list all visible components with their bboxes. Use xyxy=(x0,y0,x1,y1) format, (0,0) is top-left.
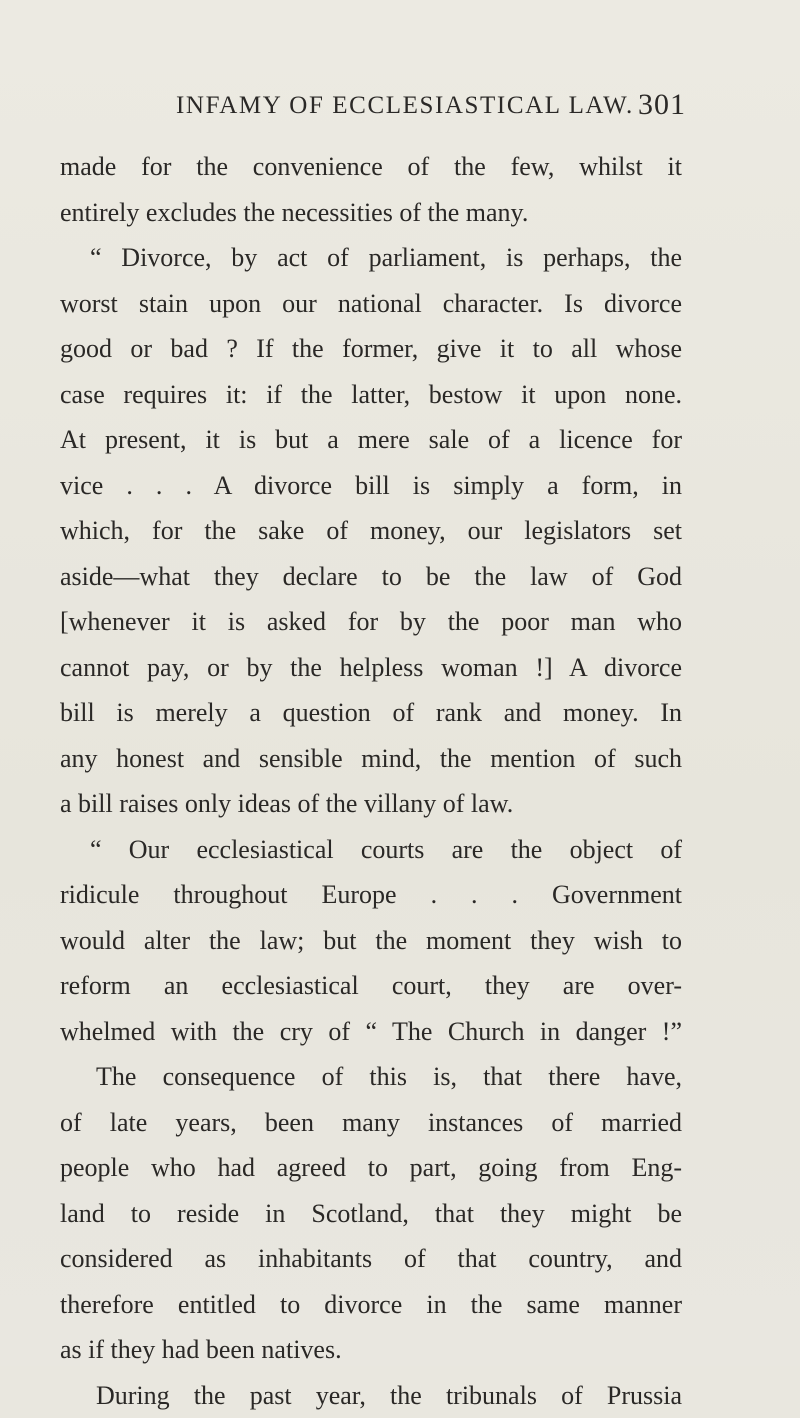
text-line: made for the convenience of the few, whilst it xyxy=(60,144,682,190)
text-line: aside—what they declare to be the law of God xyxy=(60,554,682,600)
text-line: therefore entitled to divorce in the same manner xyxy=(60,1282,682,1328)
text-line: which, for the sake of money, our legislators set xyxy=(60,508,682,554)
text-line: worst stain upon our national character. Is divorce xyxy=(60,281,682,327)
text-line: case requires it: if the latter, bestow it upon none. xyxy=(60,372,682,418)
text-line: a bill raises only ideas of the villany of law. xyxy=(60,781,682,827)
text-line: of late years, been many instances of married xyxy=(60,1100,682,1146)
text-line: “ Divorce, by act of parliament, is perhaps, the xyxy=(60,235,682,281)
text-line: At present, it is but a mere sale of a licence for xyxy=(60,417,682,463)
running-title: INFAMY OF ECCLESIASTICAL LAW. xyxy=(176,92,634,120)
running-header xyxy=(176,92,686,132)
text-line: would alter the law; but the moment they wish to xyxy=(60,918,682,964)
text-line: considered as inhabitants of that country, and xyxy=(60,1236,682,1282)
text-line: land to reside in Scotland, that they might be xyxy=(60,1191,682,1237)
text-line: vice . . . A divorce bill is simply a form, in xyxy=(60,463,682,509)
text-line: [whenever it is asked for by the poor man who xyxy=(60,599,682,645)
text-line: The consequence of this is, that there have, xyxy=(60,1054,682,1100)
text-line: entirely excludes the necessities of the many. xyxy=(60,190,682,236)
text-line: bill is merely a question of rank and money. In xyxy=(60,690,682,736)
page-number: 301 xyxy=(638,88,686,122)
text-line: good or bad ? If the former, give it to all whose xyxy=(60,326,682,372)
text-line: any honest and sensible mind, the mention of such xyxy=(60,736,682,782)
text-line: people who had agreed to part, going from Eng- xyxy=(60,1145,682,1191)
text-line: “ Our ecclesiastical courts are the object of xyxy=(60,827,682,873)
text-line: whelmed with the cry of “ The Church in danger !” xyxy=(60,1009,682,1055)
text-line: During the past year, the tribunals of Prussia xyxy=(60,1373,682,1418)
text-line: as if they had been natives. xyxy=(60,1327,682,1373)
text-line: ridicule throughout Europe . . . Government xyxy=(60,872,682,918)
body-text xyxy=(60,144,682,1418)
text-line: reform an ecclesiastical court, they are over- xyxy=(60,963,682,1009)
text-line: cannot pay, or by the helpless woman !] A divorce xyxy=(60,645,682,691)
